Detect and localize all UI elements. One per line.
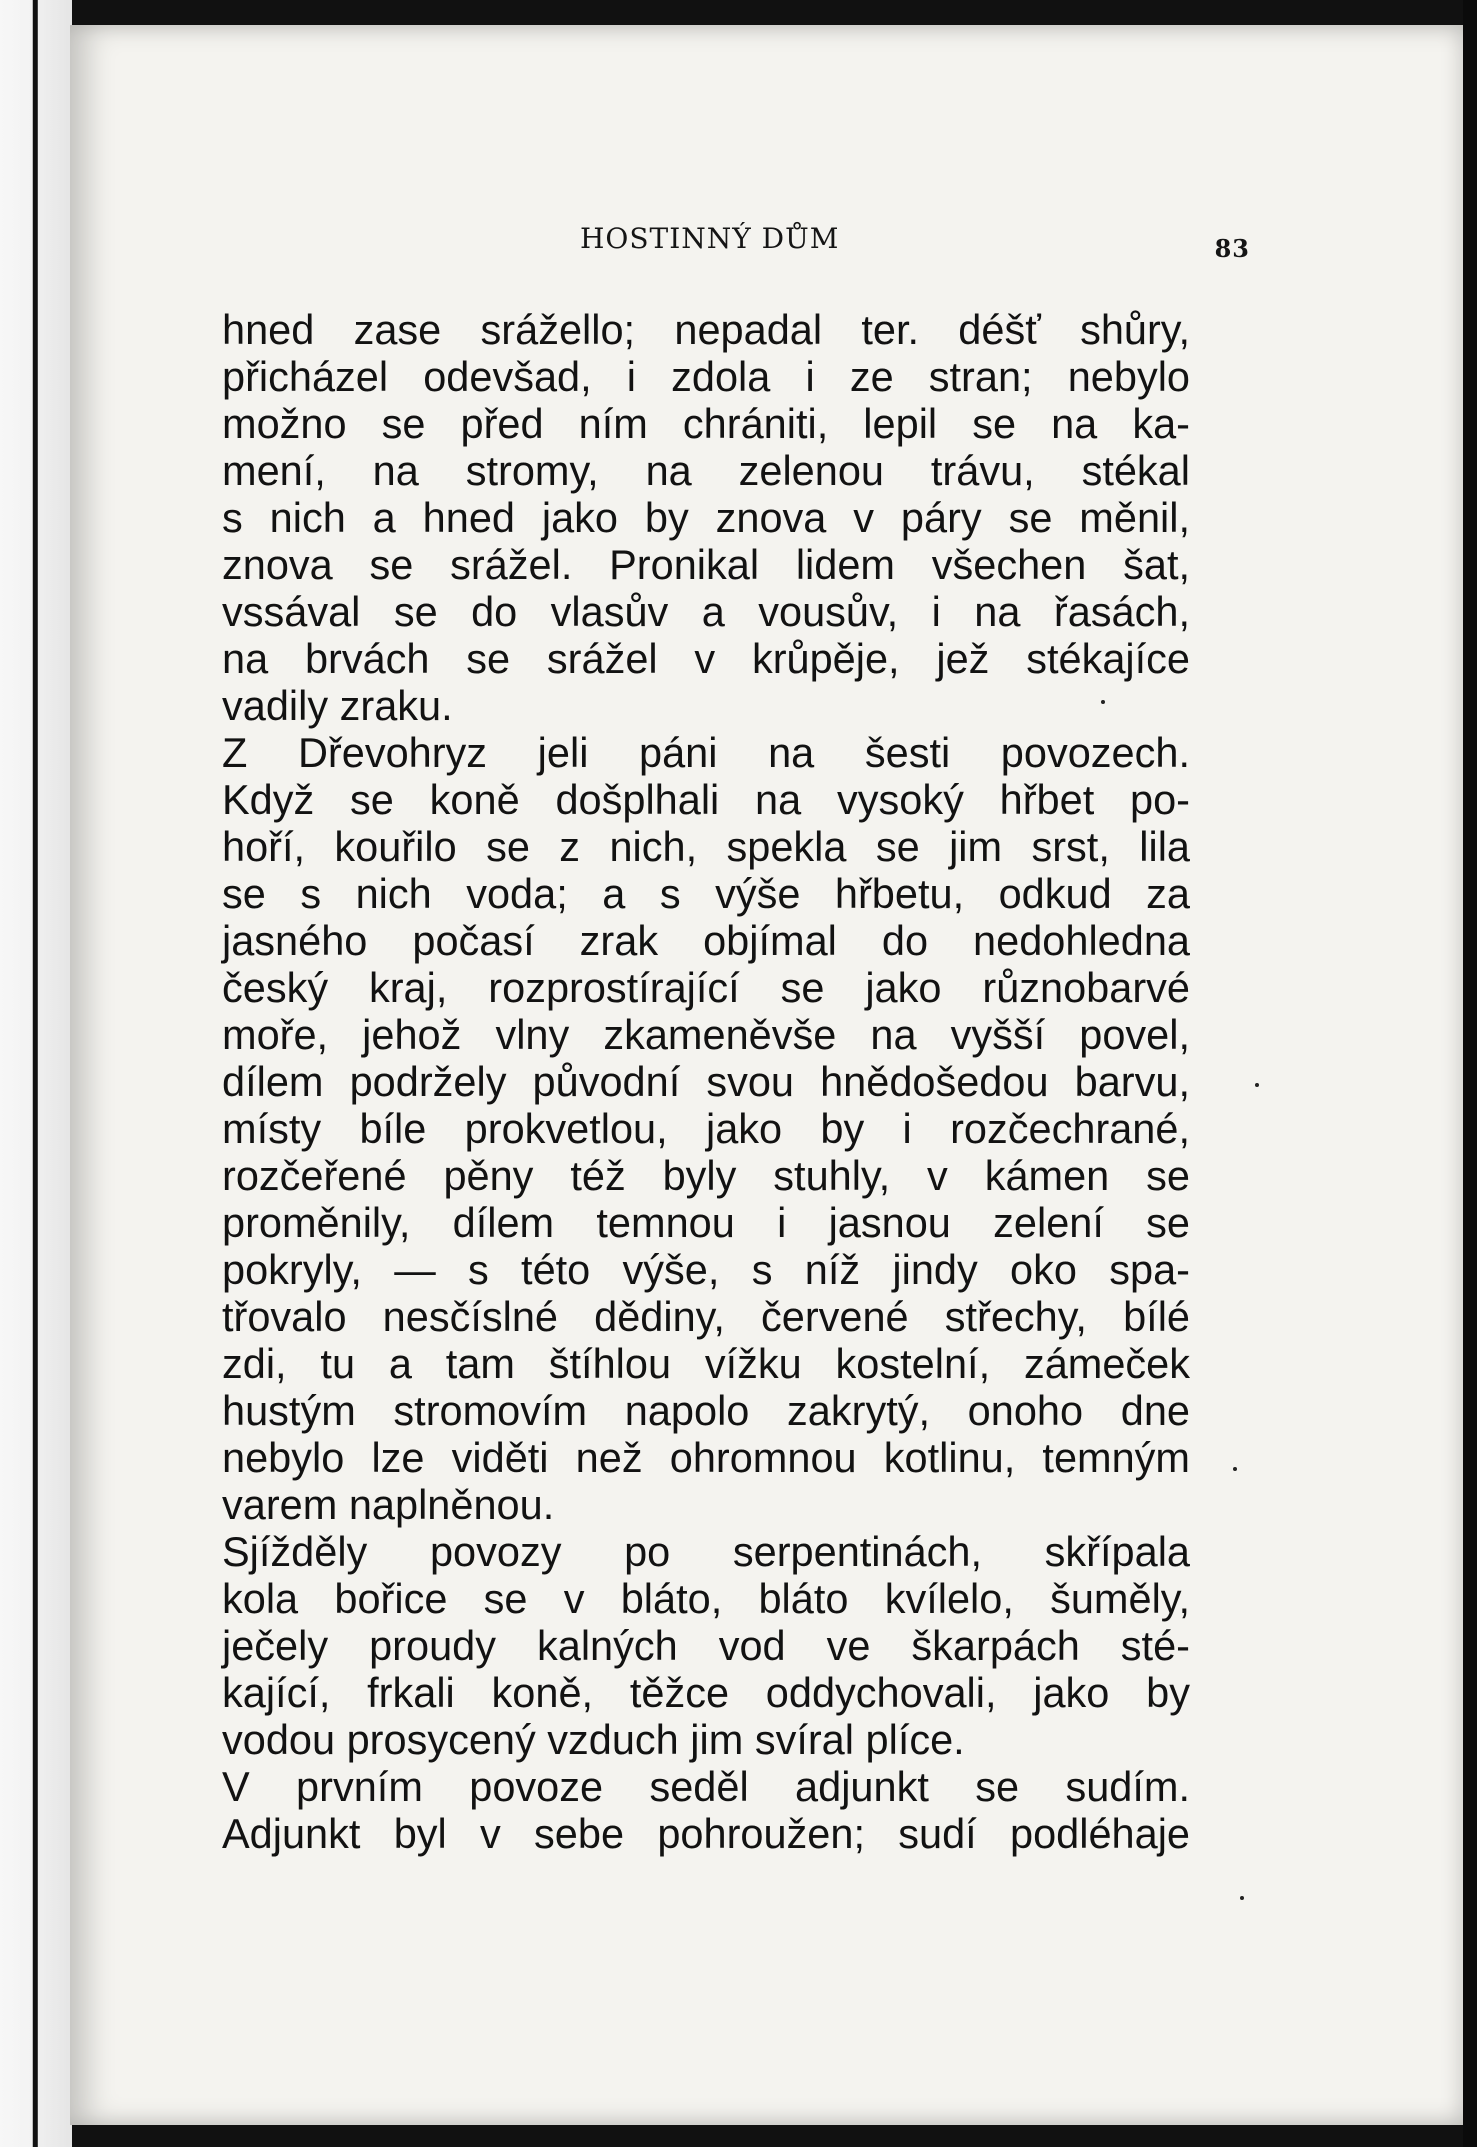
book-left-edge bbox=[0, 0, 72, 2147]
text-line: rozčeřené pěny též byly stuhly, v kámen se bbox=[222, 1152, 1190, 1199]
text-line: vodou prosycený vzduch jim svíral plíce. bbox=[222, 1716, 965, 1763]
text-line: varem naplněnou. bbox=[222, 1481, 555, 1528]
text-line: moře, jehož vlny zkameněvše na vyšší povel, bbox=[222, 1011, 1190, 1058]
print-speck bbox=[1255, 1083, 1259, 1087]
text-line: V prvním povoze seděl adjunkt se sudím. bbox=[222, 1763, 1190, 1810]
text-line: Když se koně došplhali na vysoký hřbet po- bbox=[222, 776, 1190, 823]
text-line: pokryly, — s této výše, s níž jindy oko spa- bbox=[222, 1246, 1190, 1293]
text-line: s nich a hned jako by znova v páry se měnil, bbox=[222, 494, 1190, 541]
text-line: přicházel odevšad, i zdola i ze stran; nebylo bbox=[222, 353, 1190, 400]
text-line: hustým stromovím napolo zakrytý, onoho dne bbox=[222, 1387, 1190, 1434]
text-line: Sjížděly povozy po serpentinách, skřípala bbox=[222, 1528, 1190, 1575]
text-line: proměnily, dílem temnou i jasnou zelení se bbox=[222, 1199, 1190, 1246]
text-line: hoří, kouřilo se z nich, spekla se jim srst, lila bbox=[222, 823, 1190, 870]
text-line: na brvách se srážel v krůpěje, jež stékajíce bbox=[222, 635, 1190, 682]
text-line: nebylo lze viděti než ohromnou kotlinu, temným bbox=[222, 1434, 1190, 1481]
text-line: místy bíle prokvetlou, jako by i rozčechrané, bbox=[222, 1105, 1190, 1152]
text-line: znova se srážel. Pronikal lidem všechen šat, bbox=[222, 541, 1190, 588]
text-line: dílem podržely původní svou hnědošedou barvu, bbox=[222, 1058, 1190, 1105]
book-right-edge bbox=[1463, 0, 1477, 2147]
text-line: český kraj, rozprostírající se jako různobarvé bbox=[222, 964, 1190, 1011]
text-line: vadily zraku. bbox=[222, 682, 453, 729]
text-line: mení, na stromy, na zelenou trávu, stékal bbox=[222, 447, 1190, 494]
text-line: vssával se do vlasův a vousův, i na řasách, bbox=[222, 588, 1190, 635]
text-line: možno se před ním chrániti, lepil se na ka- bbox=[222, 400, 1190, 447]
running-title: HOSTINNÝ DŮM bbox=[580, 222, 840, 255]
text-line: kající, frkali koně, těžce oddychovali, jako by bbox=[222, 1669, 1190, 1716]
text-line: třovalo nesčíslné dědiny, červené střechy, bílé bbox=[222, 1293, 1190, 1340]
text-line: zdi, tu a tam štíhlou vížku kostelní, zámeček bbox=[222, 1340, 1190, 1387]
text-line: hned zase srážello; nepadal ter. déšť shůry, bbox=[222, 306, 1190, 353]
text-line: Z Dřevohryz jeli páni na šesti povozech. bbox=[222, 729, 1190, 776]
print-speck bbox=[1240, 1896, 1244, 1900]
text-line: Adjunkt byl v sebe pohroužen; sudí podléhaje bbox=[222, 1810, 1190, 1857]
text-line: ječely proudy kalných vod ve škarpách sté- bbox=[222, 1622, 1190, 1669]
page-number: 83 bbox=[1214, 234, 1250, 263]
text-line: kola bořice se v bláto, bláto kvílelo, šuměly, bbox=[222, 1575, 1190, 1622]
page-text bbox=[222, 306, 1190, 1857]
print-speck bbox=[1233, 1467, 1237, 1471]
text-line: se s nich voda; a s výše hřbetu, odkud za bbox=[222, 870, 1190, 917]
text-line: jasného počasí zrak objímal do nedohledna bbox=[222, 917, 1190, 964]
print-speck bbox=[1101, 700, 1105, 704]
